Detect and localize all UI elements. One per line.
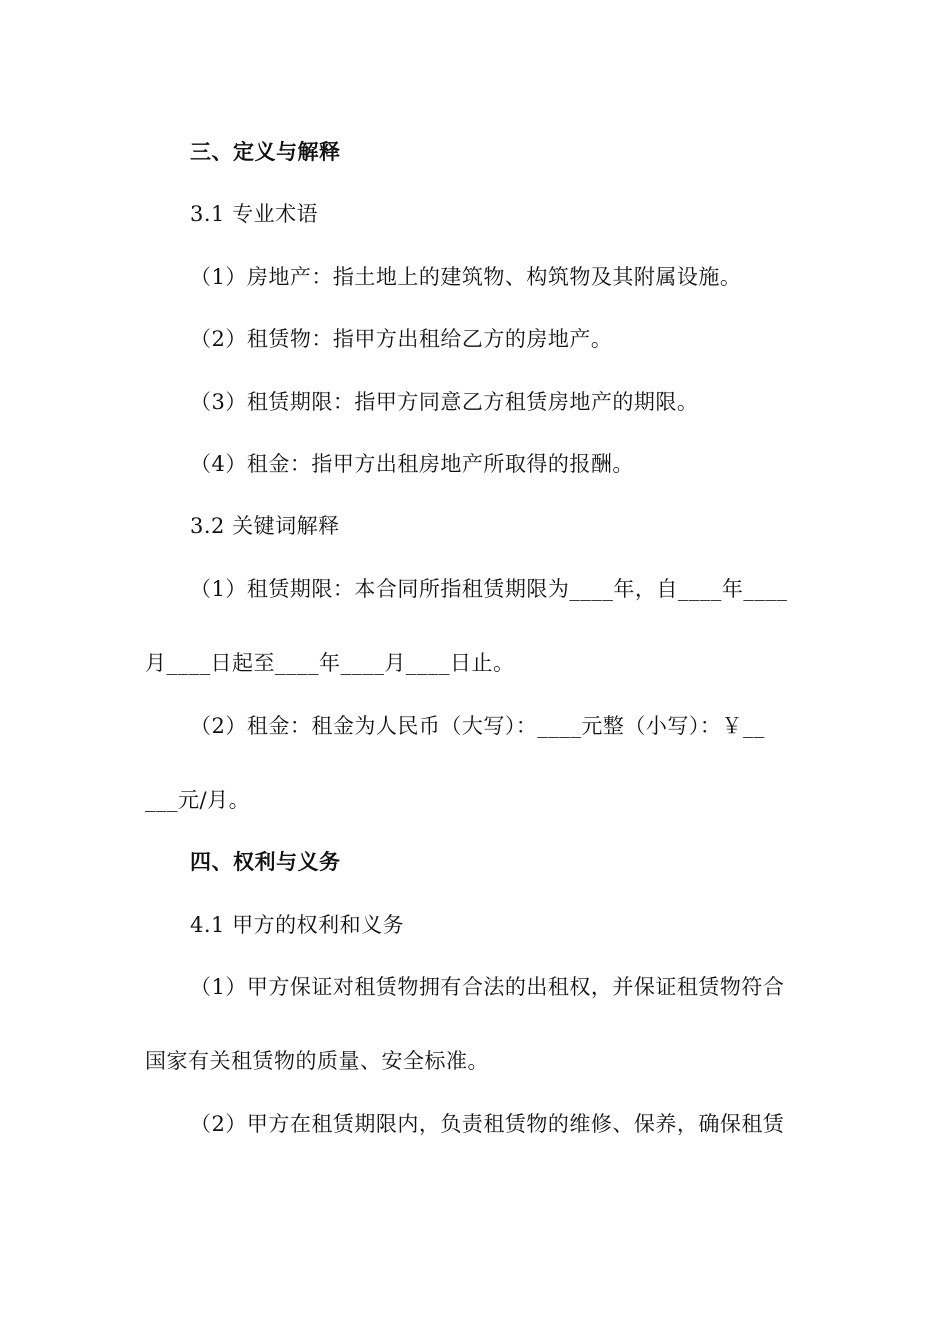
duty-item-2-line-1: （2）甲方在租赁期限内，负责租赁物的维修、保养，确保租赁 <box>190 1112 785 1136</box>
term-item-2: （2）租赁物：指甲方出租给乙方的房地产。 <box>190 327 613 351</box>
term-item-4: （4）租金：指甲方出租房地产所取得的报酬。 <box>190 452 634 476</box>
keyword-item-2-line-1: （2）租金：租金为人民币（大写）：____元整（小写）：￥__ <box>190 714 765 738</box>
keyword-item-1-line-2: 月____日起至____年____月____日止。 <box>145 651 515 675</box>
keyword-item-2-line-2: ___元/月。 <box>145 788 251 812</box>
section-3-heading: 三、定义与解释 <box>190 139 341 164</box>
subsection-3-1-title: 3.1 专业术语 <box>190 202 319 226</box>
duty-item-1-line-1: （1）甲方保证对租赁物拥有合法的出租权，并保证租赁物符合 <box>190 975 785 999</box>
section-4-heading: 四、权利与义务 <box>190 849 341 874</box>
term-item-3: （3）租赁期限：指甲方同意乙方租赁房地产的期限。 <box>190 390 699 414</box>
duty-item-1-line-2: 国家有关租赁物的质量、安全标准。 <box>145 1049 489 1073</box>
subsection-3-2-title: 3.2 关键词解释 <box>190 514 340 538</box>
keyword-item-1-line-1: （1）租赁期限：本合同所指租赁期限为____年，自____年____ <box>190 577 788 601</box>
subsection-4-1-title: 4.1 甲方的权利和义务 <box>190 913 405 937</box>
term-item-1: （1）房地产：指土地上的建筑物、构筑物及其附属设施。 <box>190 265 742 289</box>
